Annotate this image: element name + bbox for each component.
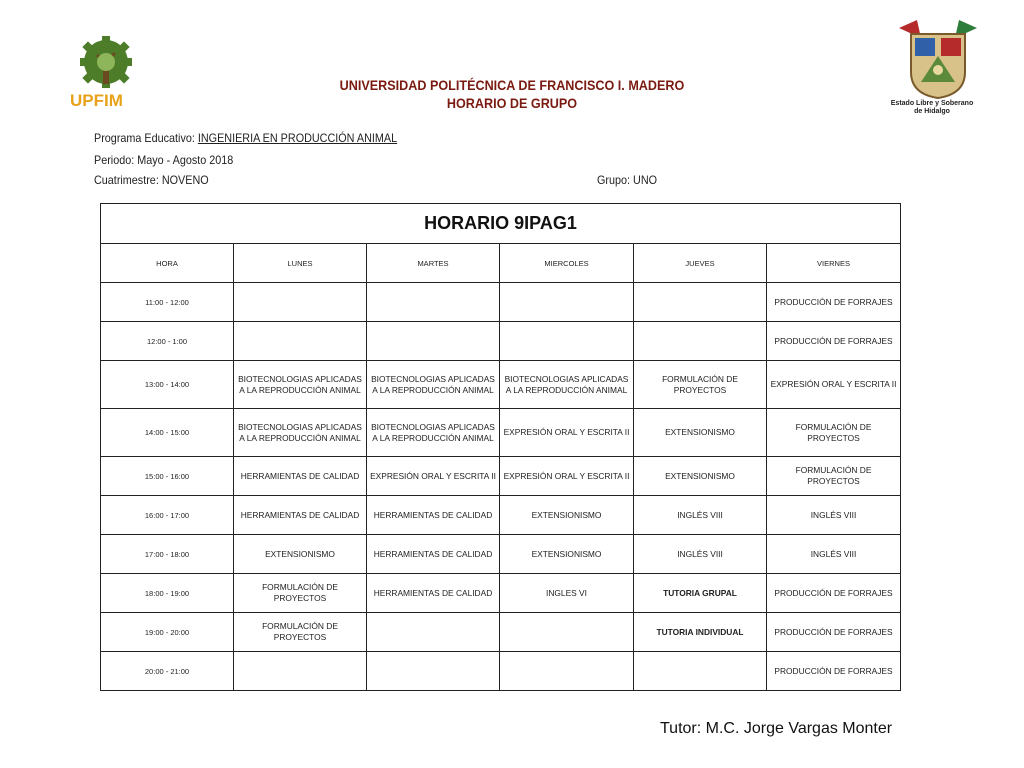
hour-cell: 17:00 - 18:00: [101, 535, 234, 574]
table-cell: [367, 652, 500, 691]
table-cell: [634, 322, 767, 361]
group-line: [597, 173, 657, 187]
table-row: [101, 496, 901, 535]
hour-cell: 12:00 - 1:00: [101, 322, 234, 361]
group-label: Grupo:: [597, 173, 631, 187]
table-row: [101, 322, 901, 361]
table-cell: FORMULACIÓN DE PROYECTOS: [767, 409, 901, 457]
hour-cell: 11:00 - 12:00: [101, 283, 234, 322]
col-header-lunes: LUNES: [234, 244, 367, 283]
document-subtitle: HORARIO DE GRUPO: [446, 95, 578, 111]
table-cell: EXTENSIONISMO: [500, 535, 634, 574]
table-cell: INGLÉS VIII: [634, 496, 767, 535]
period-line: [94, 153, 233, 167]
document-heading: [51, 76, 973, 112]
col-header-viernes: VIERNES: [767, 244, 901, 283]
col-header-martes: MARTES: [367, 244, 500, 283]
table-cell: INGLES VI: [500, 574, 634, 613]
col-header-jueves: JUEVES: [634, 244, 767, 283]
table-cell: HERRAMIENTAS DE CALIDAD: [367, 574, 500, 613]
table-row: [101, 283, 901, 322]
table-cell: EXTENSIONISMO: [234, 535, 367, 574]
hour-cell: 14:00 - 15:00: [101, 409, 234, 457]
table-cell: PRODUCCIÓN DE FORRAJES: [767, 574, 901, 613]
table-cell: FORMULACIÓN DE PROYECTOS: [767, 457, 901, 496]
table-cell: HERRAMIENTAS DE CALIDAD: [367, 535, 500, 574]
header-row: [101, 244, 901, 283]
table-row: [101, 613, 901, 652]
table-cell: TUTORIA GRUPAL: [634, 574, 767, 613]
table-cell: FORMULACIÓN DE PROYECTOS: [234, 613, 367, 652]
table-cell: FORMULACIÓN DE PROYECTOS: [634, 361, 767, 409]
table-row: [101, 574, 901, 613]
tutor-name: Tutor: M.C. Jorge Vargas Monter: [660, 720, 893, 737]
table-cell: [500, 613, 634, 652]
table-cell: [234, 322, 367, 361]
logo-wordmark: UPFIM: [70, 91, 123, 110]
table-cell: EXTENSIONISMO: [634, 457, 767, 496]
table-cell: HERRAMIENTAS DE CALIDAD: [234, 496, 367, 535]
table-cell: BIOTECNOLOGIAS APLICADAS A LA REPRODUCCIÓN ANIMAL: [234, 409, 367, 457]
table-cell: [500, 283, 634, 322]
table-cell: FORMULACIÓN DE PROYECTOS: [234, 574, 367, 613]
table-cell: INGLÉS VIII: [767, 535, 901, 574]
hour-cell: 19:00 - 20:00: [101, 613, 234, 652]
state-caption-line1: Estado Libre y Soberano: [890, 100, 974, 107]
table-cell: EXPRESIÓN ORAL Y ESCRITA II: [500, 457, 634, 496]
table-cell: PRODUCCIÓN DE FORRAJES: [767, 322, 901, 361]
col-header-miercoles: MIERCOLES: [500, 244, 634, 283]
table-cell: PRODUCCIÓN DE FORRAJES: [767, 652, 901, 691]
state-caption-line2: de Hidalgo: [914, 108, 950, 115]
table-cell: BIOTECNOLOGIAS APLICADAS A LA REPRODUCCIÓN ANIMAL: [500, 361, 634, 409]
table-cell: [500, 652, 634, 691]
table-cell: [367, 322, 500, 361]
table-cell: EXPRESIÓN ORAL Y ESCRITA II: [367, 457, 500, 496]
table-cell: PRODUCCIÓN DE FORRAJES: [767, 613, 901, 652]
period-value: Mayo - Agosto 2018: [137, 153, 234, 167]
table-cell: BIOTECNOLOGIAS APLICADAS A LA REPRODUCCIÓN ANIMAL: [367, 409, 500, 457]
hour-cell: 16:00 - 17:00: [101, 496, 234, 535]
hour-cell: 13:00 - 14:00: [101, 361, 234, 409]
table-row: [101, 535, 901, 574]
program-label: Programa Educativo:: [94, 131, 195, 145]
group-value: UNO: [633, 173, 658, 187]
schedule-table: [100, 203, 901, 691]
table-cell: BIOTECNOLOGIAS APLICADAS A LA REPRODUCCIÓN ANIMAL: [234, 361, 367, 409]
term-label: Cuatrimestre:: [94, 173, 159, 187]
table-cell: [367, 283, 500, 322]
program-value: INGENIERIA EN PRODUCCIÓN ANIMAL: [197, 131, 398, 145]
table-cell: [367, 613, 500, 652]
term-value: NOVENO: [161, 173, 209, 187]
table-cell: [634, 283, 767, 322]
table-cell: EXTENSIONISMO: [500, 496, 634, 535]
schedule-title: HORARIO 9IPAG1: [101, 204, 901, 244]
hour-cell: 20:00 - 21:00: [101, 652, 234, 691]
table-row: [101, 409, 901, 457]
table-cell: INGLÉS VIII: [634, 535, 767, 574]
table-cell: EXPRESIÓN ORAL Y ESCRITA II: [767, 361, 901, 409]
period-label: Periodo:: [94, 153, 135, 167]
university-name: UNIVERSIDAD POLITÉCNICA DE FRANCISCO I. MADERO: [339, 77, 685, 93]
table-cell: [234, 652, 367, 691]
table-cell: TUTORIA INDIVIDUAL: [634, 613, 767, 652]
table-cell: HERRAMIENTAS DE CALIDAD: [367, 496, 500, 535]
table-cell: [234, 283, 367, 322]
table-row: [101, 652, 901, 691]
term-line: [94, 173, 209, 187]
table-cell: EXTENSIONISMO: [634, 409, 767, 457]
table-cell: INGLÉS VIII: [767, 496, 901, 535]
program-line: [94, 131, 397, 145]
table-cell: BIOTECNOLOGIAS APLICADAS A LA REPRODUCCIÓN ANIMAL: [367, 361, 500, 409]
table-cell: [500, 322, 634, 361]
table-cell: PRODUCCIÓN DE FORRAJES: [767, 283, 901, 322]
table-cell: [634, 652, 767, 691]
hour-cell: 18:00 - 19:00: [101, 574, 234, 613]
table-row: [101, 361, 901, 409]
table-row: [101, 457, 901, 496]
col-header-hora: HORA: [101, 244, 234, 283]
hour-cell: 15:00 - 16:00: [101, 457, 234, 496]
table-cell: HERRAMIENTAS DE CALIDAD: [234, 457, 367, 496]
table-cell: EXPRESIÓN ORAL Y ESCRITA II: [500, 409, 634, 457]
